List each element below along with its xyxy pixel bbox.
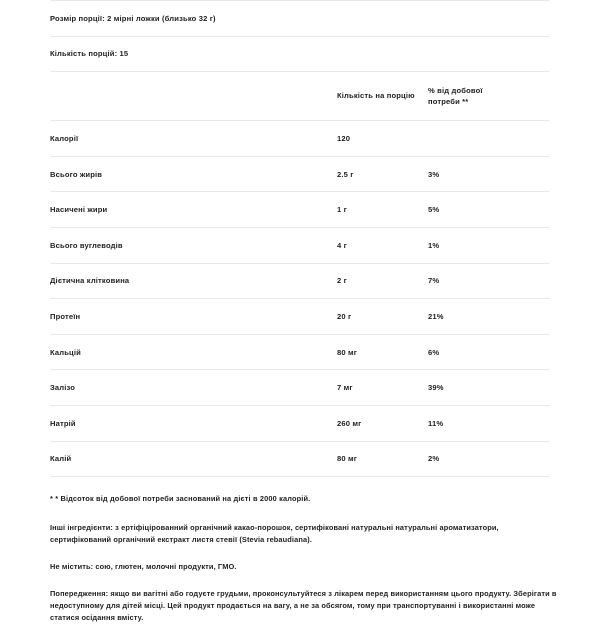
warning-text: Попередження: якщо ви вагітні або годуєте грудьми, проконсультуйтеся з лікарем перед використанням цього продукту. Зберігати в недоступному для дітей місці. Цей продукт продається на вагу, а не за обсягом, тому при транспортуванні і використанні може статися осідання вмісту. — [50, 589, 557, 623]
header-percent-label-line2: потреби ** — [428, 97, 469, 107]
nutrient-amount: 2 г — [337, 276, 347, 286]
nutrient-label: Залізо — [50, 383, 76, 393]
nutrient-amount: 7 мг — [337, 383, 353, 393]
nutrient-label: Всього жирів — [50, 169, 103, 179]
header-label-cell — [50, 72, 337, 121]
notes-section — [50, 493, 560, 624]
serving-size-text: Розмір порції: 2 мірні ложки (близько 32 г) — [50, 13, 216, 23]
nutrient-amount: 260 мг — [337, 418, 362, 428]
nutrient-percent: 6% — [428, 347, 440, 357]
nutrient-label: Дієтична клітковина — [50, 276, 130, 286]
table-row — [50, 156, 550, 192]
nutrient-label: Кальцій — [50, 347, 81, 357]
free-from-text: Не містить: сою, глютен, молочні продукти, ГМО. — [50, 562, 237, 572]
nutrient-label: Калорії — [50, 133, 79, 143]
nutrient-amount: 80 мг — [337, 454, 358, 464]
servings-per-container-row — [50, 36, 550, 72]
nutrient-amount: 120 — [337, 133, 351, 143]
table-row — [50, 334, 550, 370]
header-percent-label-line1: % від добової — [428, 85, 483, 95]
nutrient-amount: 2.5 г — [337, 169, 354, 179]
nutrient-amount: 4 г — [337, 240, 347, 250]
table-header-row — [50, 72, 550, 121]
table-row — [50, 441, 550, 477]
header-amount-label: Кількість на порцію — [337, 91, 415, 101]
nutrient-percent: 39% — [428, 383, 444, 393]
nutrient-percent: 11% — [428, 418, 444, 428]
nutrient-label: Всього вуглеводів — [50, 240, 123, 250]
nutrient-percent: 7% — [428, 276, 440, 286]
table-row — [50, 263, 550, 299]
nutrient-percent: 5% — [428, 205, 440, 215]
nutrient-percent: 1% — [428, 240, 440, 250]
nutrient-percent: 3% — [428, 169, 440, 179]
table-row — [50, 370, 550, 406]
nutrient-label: Натрій — [50, 418, 76, 428]
nutrient-amount: 20 г — [337, 311, 352, 321]
header-amount-cell — [337, 72, 428, 121]
nutrient-percent — [428, 121, 550, 157]
servings-per-container-text: Кількість порцій: 15 — [50, 49, 129, 59]
header-percent-cell — [428, 72, 550, 121]
nutrient-label: Калій — [50, 454, 72, 464]
nutrient-label: Протеїн — [50, 311, 81, 321]
serving-size-row — [50, 1, 550, 37]
table-row — [50, 192, 550, 228]
nutrient-percent: 2% — [428, 454, 440, 464]
other-ingredients-text: Інші інгредієнти: з ертіфіцірованний органічний какао-порошок, сертифіковані натуральні натуральні ароматизатори, сертифікований органічний екстракт листя стевії (Stevia rebaudiana). — [50, 523, 499, 545]
table-row — [50, 227, 550, 263]
daily-value-footnote: * * Відсоток від добової потреби заснований на дієті в 2000 калорій. — [50, 494, 311, 504]
table-row — [50, 299, 550, 335]
nutrient-amount: 80 мг — [337, 347, 358, 357]
nutrient-label: Насичені жири — [50, 205, 108, 215]
table-row — [50, 121, 550, 157]
nutrient-percent: 21% — [428, 311, 444, 321]
nutrient-amount: 1 г — [337, 205, 347, 215]
nutrition-facts-table — [50, 0, 550, 477]
table-row — [50, 405, 550, 441]
